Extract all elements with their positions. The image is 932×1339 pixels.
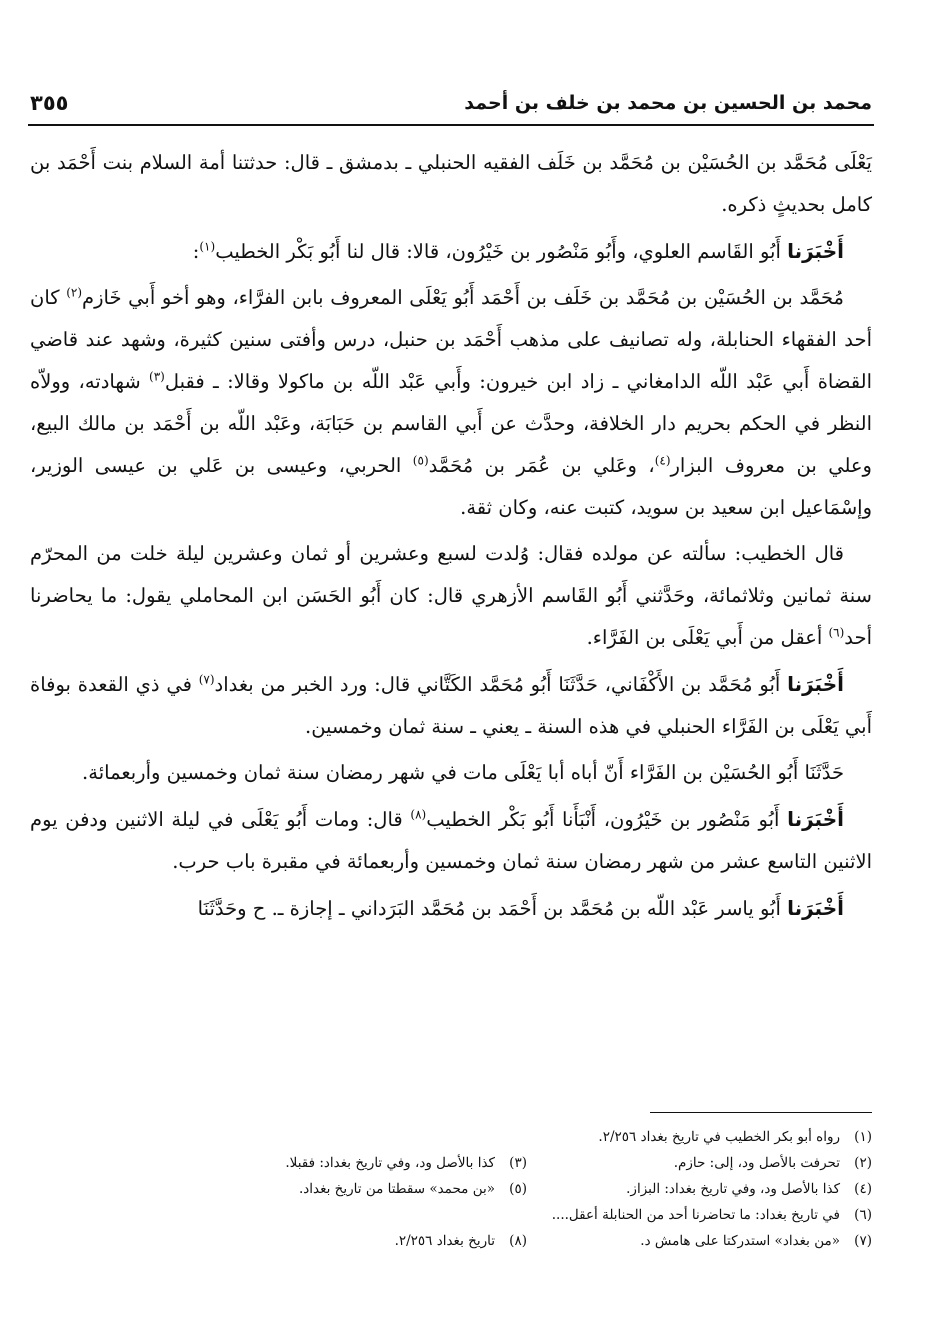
footnote-ref-7: (٧) [198,672,215,687]
footnote-2 [527,1150,872,1176]
running-header [30,84,872,122]
footnote-row-5 [30,1228,872,1254]
footnote-text: «من بغداد» استدركتا على هامش د. [640,1233,840,1249]
footnote-number: (٧) [854,1233,872,1249]
paragraph-3-part-a: مُحَمَّد بن الحُسَيْن بن مُحَمَّد بن خَلَف بن أَحْمَد أَبُو يَعْلَى المعروف بابن الفرَّاء، وهو أخو أَبي خَازم [82,286,844,309]
footnote-3 [30,1150,527,1176]
footnote-ref-6: (٦) [828,625,845,640]
footnote-number: (٨) [509,1233,527,1249]
footnote-7 [527,1228,872,1254]
footnote-row-1 [30,1124,872,1150]
footnote-ref-3: (٣) [149,369,165,384]
paragraph-7 [30,798,872,883]
paragraph-3-part-d: ، وعَلي بن عُمَر بن مُحَمَّد [428,454,655,477]
footnote-text: تاريخ بغداد ٢/٢٥٦. [394,1233,495,1249]
paragraph-2-text: أَبُو القَاسم العلوي، وأَبُو مَنْصُور بن خَيْرُون، قالا: قال لنا أَبُو بَكْر الخطيب [215,240,788,263]
paragraph-8-text: أَبُو ياسر عَبْد اللّه بن مُحَمَّد بن أَحْمَد بن مُحَمَّد البَرَداني ـ إجازة ـ. ح وحَدَّثَنَا [197,897,788,920]
footnote-ref-8: (٨) [410,807,427,822]
footnote-number: (١) [854,1129,872,1145]
paragraph-5-part-b: في ذي القعدة بوفاة أَبي يَعْلَى بن الفَرَّاء الحنبلي في هذه السنة ـ يعني ـ سنة ثمان وخمسين. [30,673,872,738]
footnote-row-2 [30,1150,872,1176]
footnote-6 [30,1202,872,1228]
paragraph-8 [30,887,872,930]
footnote-ref-1: (١) [199,239,216,254]
footnote-number: (٣) [509,1155,527,1171]
footnote-text: تحرفت بالأصل ود، إلى: حازم. [673,1155,840,1171]
paragraph-1 [30,142,872,226]
paragraph-7-lead: أَخْبَرَنا [787,807,844,831]
paragraph-7-part-a: أَبُو مَنْصُور بن خَيْرُون، أَنْبَأَنا أَبُو بَكْر الخطيب [426,808,788,831]
footnote-separator [650,1112,872,1113]
paragraph-2-end: : [192,240,200,263]
running-title: محمد بن الحسين بن محمد بن خلف بن أحمد [464,92,872,114]
paragraph-8-lead: أَخْبَرَنا [787,896,844,920]
paragraph-2-lead: أَخْبَرَنا [787,239,844,263]
footnote-text: كذا بالأصل ود، وفي تاريخ بغداد: فقبلا. [285,1155,495,1171]
footnotes [30,1124,872,1254]
footnote-ref-5: (٥) [412,453,429,468]
main-text [30,142,872,934]
paragraph-4-part-a: قال الخطيب: سألته عن مولده فقال: وُلدت لسبع وعشرين أو ثمان وعشرين ليلة خلت من المحرّم سنة ثمانين وثلاثمائة، وحَدَّثني أَبُو القَاسم الأزهري قال: كان أَبُو الحَسَن ابن المحاملي يقول: ما يحاضرنا أحد [30,542,872,649]
paragraph-4-part-b: أعقل من أَبي يَعْلَى بن الفَرَّاء. [586,626,829,649]
footnote-text: كذا بالأصل ود، وفي تاريخ بغداد: البزاز. [626,1181,840,1197]
footnote-text: رواه أبو بكر الخطيب في تاريخ بغداد ٢/٢٥٦. [598,1129,840,1145]
paragraph-3 [30,277,872,529]
paragraph-1-text: يَعْلَى مُحَمَّد بن الحُسَيْن بن مُحَمَّد بن خَلَف الفقيه الحنبلي ـ بدمشق ـ قال: حدثتنا أمة السلام بنت أَحْمَد بن كامل بحديثٍ ذكره. [30,151,872,216]
paragraph-6-text: حَدَّثَنَا أَبُو الحُسَيْن بن الفَرَّاء أَنّ أباه أبا يَعْلَى مات في شهر رمضان سنة ثمان وخمسين وأربعمائة. [82,761,844,784]
footnote-5 [30,1176,527,1202]
footnote-row-3 [30,1176,872,1202]
paragraph-5 [30,663,872,748]
footnote-number: (٦) [854,1207,872,1223]
page-number: ٣٥٥ [30,91,69,115]
footnote-text: في تاريخ بغداد: ما تحاضرنا أحد من الحنابلة أعقل.... [551,1207,840,1223]
footnote-row-4 [30,1202,872,1228]
paragraph-2 [30,230,872,273]
paragraph-3-part-b: كان أحد الفقهاء الحنابلة، وله تصانيف على مذهب أَحْمَد بن حنبل، درس وأفتى سنين كثيرة، وشهد عند قاضي القضاة أَبي عَبْد اللّه الدامغاني ـ زاد ابن خيرون: وأَبي عَبْد اللّه بن ماكولا وقالا: ـ فقبل [30,286,872,393]
footnote-ref-2: (٢) [66,285,83,300]
footnote-4 [527,1176,872,1202]
paragraph-6 [30,752,872,794]
paragraph-3-part-c: شهادته، وولاّه النظر في الحكم بحريم دار الخلافة، وحدَّث عن أَبي القاسم بن حَبَابَة، وعَبْد اللّه بن أَحْمَد بن مالك البيع، وعلي بن معروف البزار [30,370,872,477]
paragraph-5-lead: أَخْبَرَنا [787,672,844,696]
paragraph-7-part-b: قال: ومات أَبُو يَعْلَى في ليلة الاثنين ودفن يوم الاثنين التاسع عشر من شهر رمضان سنة ثمان وخمسين وأربعمائة في مقبرة باب حرب. [30,808,872,873]
footnote-ref-4: (٤) [654,453,671,468]
footnote-number: (٥) [509,1181,527,1197]
footnote-number: (٢) [854,1155,872,1171]
header-rule [28,124,874,126]
footnote-8 [30,1228,527,1254]
footnote-number: (٤) [854,1181,872,1197]
footnote-text: «بن محمد» سقطتا من تاريخ بغداد. [298,1181,495,1197]
paragraph-3-part-e: الحربي، وعيسى بن عَلي بن عيسى الوزير، وإسْمَاعيل ابن سعيد بن سويد، كتبت عنه، وكان ثقة. [30,454,872,519]
footnote-1 [30,1124,872,1150]
paragraph-4 [30,533,872,659]
paragraph-5-part-a: أَبُو مُحَمَّد بن الأَكْفَاني، حَدَّثَنَا أَبُو مُحَمَّد الكَتَّاني قال: ورد الخبر من بغداد [214,673,788,696]
